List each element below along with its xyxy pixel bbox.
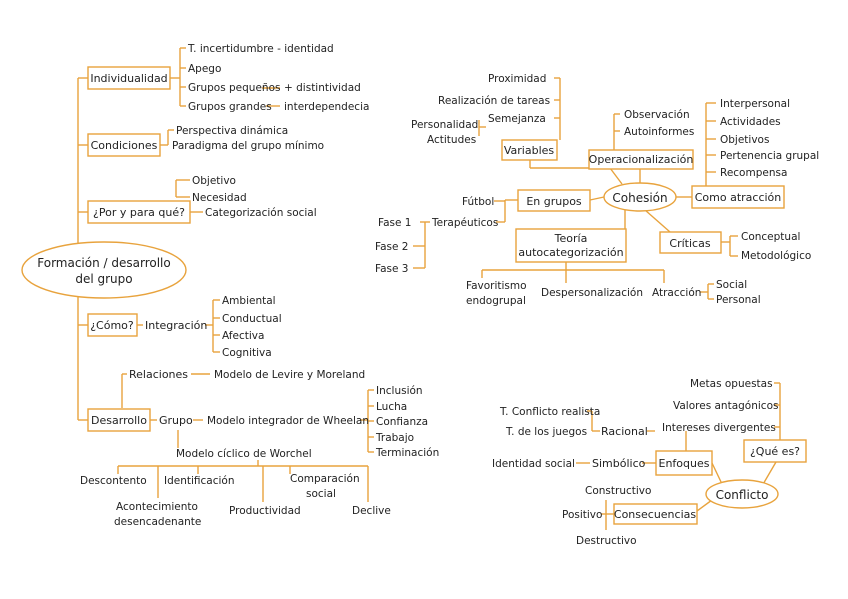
conflicto-central-label: Conflicto xyxy=(715,488,769,502)
formacion-central-node xyxy=(22,242,186,298)
teoria-item: Atracción xyxy=(652,287,702,299)
variables-item: Actitudes xyxy=(427,134,477,146)
teoria-item: Personal xyxy=(716,294,761,306)
operacionalizacion-item: Autoinformes xyxy=(624,126,695,138)
teoria-item: Despersonalización xyxy=(541,287,643,299)
worchel-item: Comparación xyxy=(290,473,360,485)
wheelan-item: Trabajo xyxy=(376,432,415,444)
worchel-item: Descontento xyxy=(80,475,147,487)
consecuencias-item: Constructivo xyxy=(585,485,652,497)
porque-item: Necesidad xyxy=(192,192,247,204)
que-es-item: Valores antagónicos xyxy=(673,400,779,412)
formacion-central-line1: Formación / desarrollo xyxy=(37,256,171,270)
worchel-item: social xyxy=(306,488,336,500)
relaciones-label: Relaciones xyxy=(129,368,189,381)
consecuencias-label: Consecuencias xyxy=(613,508,697,521)
variables-item: Personalidad xyxy=(411,119,479,131)
integracion-item: Ambiental xyxy=(222,295,276,307)
individualidad-item: T. incertidumbre - identidad xyxy=(188,43,334,55)
criticas-label: Críticas xyxy=(669,237,711,250)
wheelan-item: Lucha xyxy=(376,401,408,413)
worchel-item: Declive xyxy=(352,505,391,517)
terapeuticos-label: Terapéuticos xyxy=(432,217,499,229)
worchel-item: Identificación xyxy=(164,475,235,487)
consecuencias-item: Positivo xyxy=(562,509,603,521)
como-atraccion-label: Como atracción xyxy=(694,191,782,204)
fase-item: Fase 3 xyxy=(375,263,409,275)
porque-label: ¿Por y para qué? xyxy=(93,206,185,219)
integracion-item: Afectiva xyxy=(222,330,265,342)
teoria-label-line2: autocategorización xyxy=(518,246,624,259)
condiciones-label: Condiciones xyxy=(90,139,158,152)
racional-label: Racional xyxy=(601,425,648,438)
levine-label: Modelo de Levire y Moreland xyxy=(214,369,366,381)
cohesion-central-label: Cohesión xyxy=(612,191,668,205)
fase-item: Fase 2 xyxy=(375,241,409,253)
en-grupos-label: En grupos xyxy=(526,195,582,208)
desarrollo-label: Desarrollo xyxy=(91,414,147,427)
como-atraccion-item: Recompensa xyxy=(720,167,788,179)
wheelan-item: Inclusión xyxy=(376,385,423,397)
worchel-label: Modelo cíclico de Worchel xyxy=(176,448,312,460)
criticas-item: Conceptual xyxy=(741,231,801,243)
consecuencias-item: Destructivo xyxy=(576,535,637,547)
worchel-item: Acontecimiento xyxy=(116,501,198,513)
teoria-label-line1: Teoría xyxy=(554,232,588,245)
variables-item: Proximidad xyxy=(488,73,547,85)
fase-item: Fase 1 xyxy=(378,217,412,229)
enfoques-label: Enfoques xyxy=(658,457,710,470)
racional-item: T. Conflicto realista xyxy=(500,406,601,418)
que-es-item: Intereses divergentes xyxy=(662,422,776,434)
que-es-item: Metas opuestas xyxy=(690,378,773,390)
teoria-item: Social xyxy=(716,279,748,291)
individualidad-item: + distintividad xyxy=(284,82,361,94)
variables-label: Variables xyxy=(503,144,555,157)
wheelan-label: Modelo integrador de Wheelan xyxy=(207,415,370,427)
individualidad-item: Grupos grandes xyxy=(188,101,272,113)
variables-item: Semejanza xyxy=(488,113,546,125)
porque-item: Objetivo xyxy=(192,175,236,187)
que-es-label: ¿Qué es? xyxy=(749,445,801,458)
individualidad-item: Apego xyxy=(188,63,222,75)
porque-item: Categorización social xyxy=(205,207,317,219)
operacionalizacion-item: Observación xyxy=(624,109,690,121)
teoria-item: Favoritismo xyxy=(466,280,527,292)
formacion-central-line2: del grupo xyxy=(75,272,133,286)
integracion-item: Conductual xyxy=(222,313,282,325)
condiciones-item: Perspectiva dinámica xyxy=(176,125,289,137)
grupo-label: Grupo xyxy=(159,414,193,427)
integracion-item: Cognitiva xyxy=(222,347,272,359)
criticas-item: Metodológico xyxy=(741,250,812,262)
como-atraccion-item: Pertenencia grupal xyxy=(720,150,820,162)
individualidad-item: interdependecia xyxy=(284,101,370,113)
simbolico-label: Simbólico xyxy=(592,457,646,470)
variables-item: Realización de tareas xyxy=(438,95,551,107)
integracion-label: Integración xyxy=(145,319,208,332)
como-atraccion-item: Actividades xyxy=(720,116,781,128)
simbolico-item: Identidad social xyxy=(492,458,575,470)
individualidad-item: Grupos pequeños xyxy=(188,82,281,94)
como-atraccion-item: Objetivos xyxy=(720,134,770,146)
futbol-label: Fútbol xyxy=(462,196,495,208)
wheelan-item: Terminación xyxy=(376,447,440,459)
worchel-item: desencadenante xyxy=(114,516,202,528)
como-label: ¿Cómo? xyxy=(90,319,134,332)
operacionalizacion-label: Operacionalización xyxy=(588,153,694,166)
racional-item: T. de los juegos xyxy=(506,426,588,438)
worchel-item: Productividad xyxy=(229,505,301,517)
como-atraccion-item: Interpersonal xyxy=(720,98,790,110)
wheelan-item: Confianza xyxy=(376,416,429,428)
teoria-item: endogrupal xyxy=(466,295,526,307)
condiciones-item: Paradigma del grupo mínimo xyxy=(172,140,325,152)
individualidad-label: Individualidad xyxy=(90,72,168,85)
